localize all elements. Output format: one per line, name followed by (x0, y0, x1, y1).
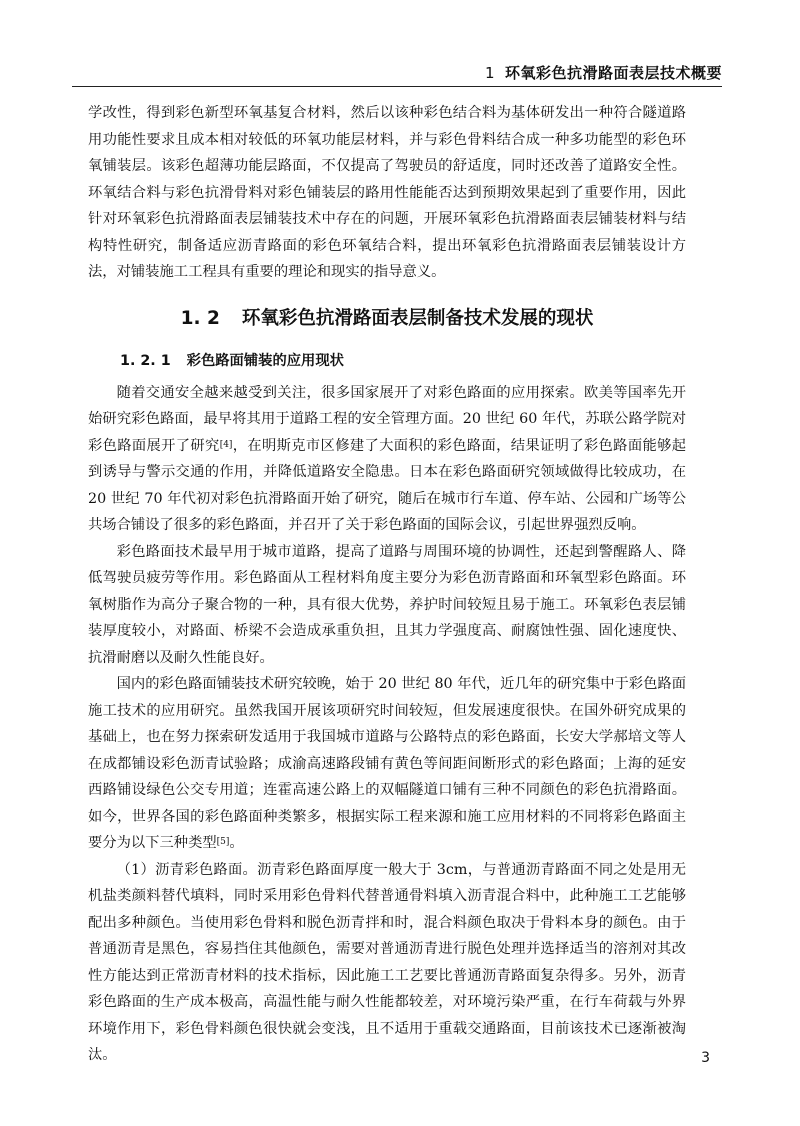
paragraph-2: 彩色路面技术最早用于城市道路，提高了道路与周围环境的协调性，还起到警醒路人、降低驾驶员疲劳等作用。彩色路面从工程材料角度主要分为彩色沥青路面和环氧型彩色路面。环氧树脂作为高分子聚合物的一种，具有很大优势，养护时间较短且易于施工。环氧彩色表层铺装厚度较小，对路面、桥梁不会造成承重负担，且其力学强度高、耐腐蚀性强、固化速度快、抗滑耐磨以及耐久性能良好。 (88, 543, 686, 666)
paragraph-1-text-a: 随着交通安全越来越受到关注，很多国家展开了对彩色路面的应用探索。欧美等国率先开始研究彩色路面，最早将其用于道路工程的安全管理方面。20 世纪 60 年代，苏联公路学院对彩色路面展开了研究 (88, 384, 686, 454)
subsection-title: 彩色路面铺装的应用现状 (186, 352, 344, 369)
paragraph-3-text-b: 。 (229, 835, 244, 851)
page-number: 3 (701, 1050, 710, 1066)
paragraph-1-text-b: ，在明斯克市区修建了大面积的彩色路面，结果证明了彩色路面能够起到诱导与警示交通的作用，并降低道路安全隐患。日本在彩色路面研究领域做得比较成功，在 20 世纪 70 年代初对彩色抗滑路面开始了研究，随后在城市行车道、停车站、公园和广场等公共场合铺设了很多的彩色路面，并召开了关于彩色路面的国际会议，引起世界强烈反响。 (88, 437, 687, 533)
page-body (88, 100, 686, 1069)
paragraph-4: （1）沥青彩色路面。沥青彩色路面厚度一般大于 3cm，与普通沥青路面不同之处是用无机盐类颜料替代填料，同时采用彩色骨料代替普通骨料填入沥青混合料中，此种施工工艺能够配出多种颜色。当使用彩色骨料和脱色沥青拌和时，混合料颜色取决于骨料本身的颜色。由于普通沥青是黑色，容易挡住其他颜色，需要对普通沥青进行脱色处理并选择适当的溶剂对其改性方能达到正常沥青材料的技术指标，因此施工工艺要比普通沥青路面复杂得多。另外，沥青彩色路面的生产成本极高，高温性能与耐久性能都较差，对环境污染严重，在行车荷载与外界环境作用下，彩色骨料颜色很快就会变浅，且不适用于重载交通路面，目前该技术已逐渐被淘汰。 (88, 861, 686, 1063)
section-title: 环氧彩色抗滑路面表层制备技术发展的现状 (241, 307, 594, 329)
citation-ref-5[interactable]: [5] (216, 837, 230, 847)
paragraph-3-text-a: 国内的彩色路面铺装技术研究较晚，始于 20 世纪 80 年代，近几年的研究集中于彩色路面施工技术的应用研究。虽然我国开展该项研究时间较短，但发展速度很快。在国外研究成果的基础上，也在努力探索研发适用于我国城市道路与公路特点的彩色路面，长安大学郝培文等人在成都铺设彩色沥青试验路；成渝高速路段铺有黄色等间距间断形式的彩色路面；上海的延安西路铺设绿色公交专用道；连霍高速公路上的双幅隧道口铺有三种不同颜色的彩色抗滑路面。如今，世界各国的彩色路面种类繁多，根据实际工程来源和施工应用材料的不同将彩色路面主要分为以下三种类型 (88, 676, 686, 851)
intro-paragraph: 学改性，得到彩色新型环氧基复合材料，然后以该种彩色结合料为基体研发出一种符合隧道路用功能性要求且成本相对较低的环氧功能层材料，并与彩色骨料结合成一种多功能型的彩色环氧铺装层。该彩色超薄功能层路面，不仅提高了驾驶员的舒适度，同时还改善了道路安全性。环氧结合料与彩色抗滑骨料对彩色铺装层的路用性能能否达到预期效果起到了重要作用，因此针对环氧彩色抗滑路面表层铺装技术中存在的问题，开展环氧彩色抗滑路面表层铺装材料与结构特性研究，制备适应沥青路面的彩色环氧结合料，提出环氧彩色抗滑路面表层铺装设计方法，对铺装施工工程具有重要的理论和现实的指导意义。 (88, 105, 686, 280)
section-number: 1. 2 (180, 307, 220, 329)
paragraph-1 (88, 380, 686, 539)
citation-ref-4[interactable]: [4] (219, 439, 233, 450)
running-header (72, 62, 722, 86)
header-divider (72, 86, 722, 87)
running-header-text (485, 62, 722, 83)
subsection-heading (120, 350, 686, 370)
chapter-title: 环氧彩色抗滑路面表层技术概要 (504, 64, 722, 82)
paragraph-3 (88, 671, 686, 857)
section-heading (88, 304, 686, 330)
subsection-number: 1. 2. 1 (120, 352, 171, 369)
chapter-number: 1 (484, 64, 495, 82)
